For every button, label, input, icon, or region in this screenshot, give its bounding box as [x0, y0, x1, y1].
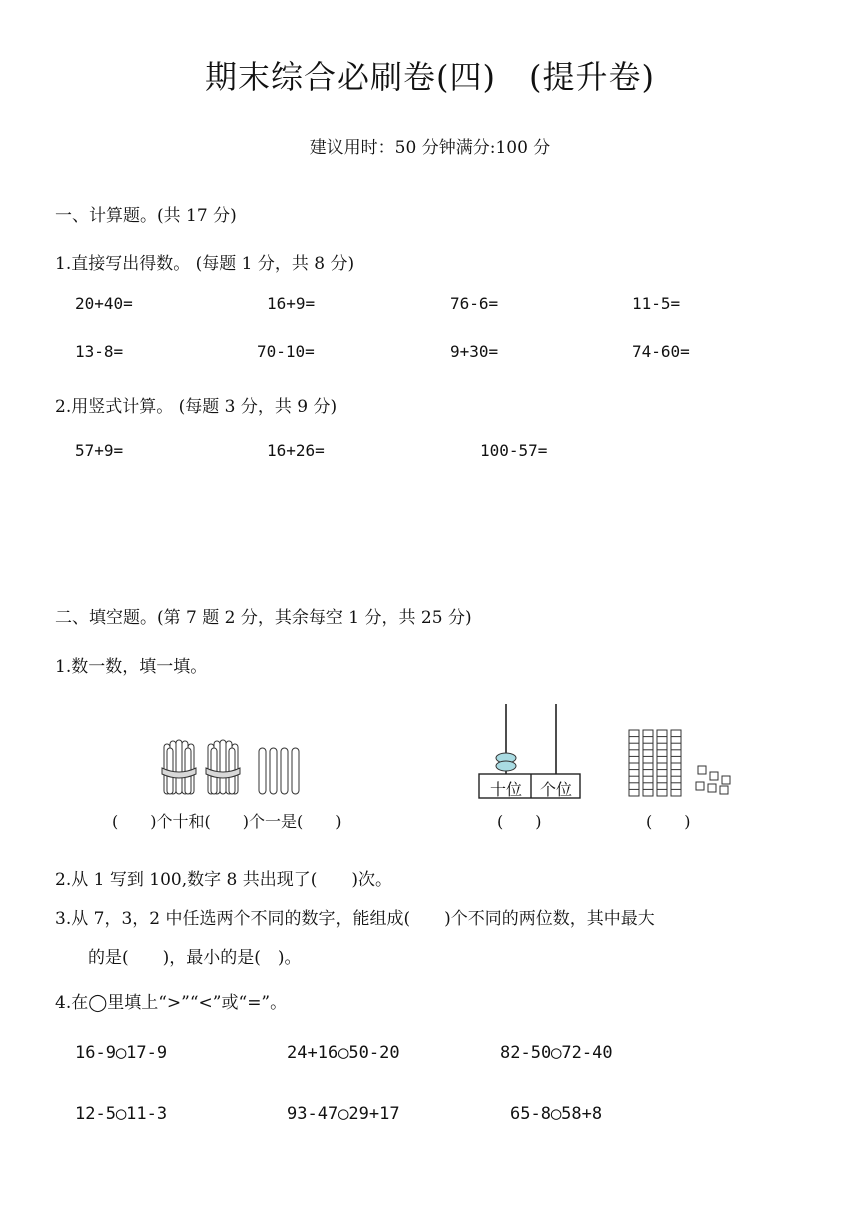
section-2-heading: 二、填空题。(第 7 题 2 分，其余每空 1 分，共 25 分): [55, 608, 472, 628]
question-2-3-line1: 3.从 7，3，2 中任选两个不同的数字，能组成( )个不同的两位数，其中最大: [55, 909, 655, 929]
stick-bundle: [206, 740, 240, 794]
fill-blank-answer-a: ( )个十和( )个一是( ): [112, 812, 342, 831]
question-2-1-label: 1.数一数，填一填。: [55, 657, 208, 677]
fill-blank-answer-c: ( ): [646, 812, 691, 831]
calc-item: 20+40=: [75, 294, 133, 313]
ten-rod: [643, 730, 653, 796]
compare-item: 24+16◯50-20: [287, 1043, 400, 1063]
question-2-3-line2: 的是( )，最小的是( )。: [88, 948, 302, 968]
ten-rod: [629, 730, 639, 796]
fill-blank-answer-b: ( ): [497, 812, 542, 831]
abacus-bead: [496, 761, 516, 771]
question-1-2-label: 2.用竖式计算。 (每题 3 分，共 9 分): [55, 397, 338, 417]
calc-item: 9+30=: [450, 342, 499, 361]
page-title: 期末综合必刷卷(四) (提升卷): [205, 58, 655, 96]
vertical-calc-item: 100-57=: [480, 441, 548, 460]
compare-item: 93-47◯29+17: [287, 1104, 400, 1124]
calc-item: 74-60=: [632, 342, 690, 361]
unit-cube: [710, 772, 718, 780]
vertical-calc-item: 57+9=: [75, 441, 124, 460]
unit-cube: [696, 782, 704, 790]
compare-item: 12-5◯11-3: [75, 1104, 168, 1124]
base-ten-blocks-illustration: [626, 728, 736, 800]
unit-cube: [698, 766, 706, 774]
abacus-ones-label: 个位: [539, 780, 572, 799]
single-stick: [292, 748, 299, 794]
abacus-tens-label: 十位: [489, 780, 522, 799]
single-stick: [281, 748, 288, 794]
compare-item: 65-8◯58+8: [510, 1104, 603, 1124]
question-1-1-label: 1.直接写出得数。 (每题 1 分，共 8 分): [55, 254, 355, 274]
stick-bundle: [162, 740, 196, 794]
unit-cube: [708, 784, 716, 792]
calc-item: 13-8=: [75, 342, 124, 361]
single-stick: [270, 748, 277, 794]
section-1-heading: 一、计算题。(共 17 分): [55, 206, 237, 226]
page-subtitle: 建议用时：50 分钟满分:100 分: [309, 138, 551, 158]
calc-item: 16+9=: [267, 294, 316, 313]
single-stick: [259, 748, 266, 794]
calc-item: 76-6=: [450, 294, 499, 313]
ten-rod: [671, 730, 681, 796]
question-2-4-label: 4.在◯里填上“>”“<”或“=”。: [55, 993, 288, 1013]
stick-bundles-illustration: [158, 738, 318, 798]
unit-cube: [720, 786, 728, 794]
vertical-calc-item: 16+26=: [267, 441, 325, 460]
question-2-2-label: 2.从 1 写到 100,数字 8 共出现了( )次。: [55, 870, 392, 890]
compare-item: 16-9◯17-9: [75, 1043, 168, 1063]
calc-item: 11-5=: [632, 294, 681, 313]
ten-rod: [657, 730, 667, 796]
compare-item: 82-50◯72-40: [500, 1043, 613, 1063]
unit-cube: [722, 776, 730, 784]
calc-item: 70-10=: [257, 342, 315, 361]
